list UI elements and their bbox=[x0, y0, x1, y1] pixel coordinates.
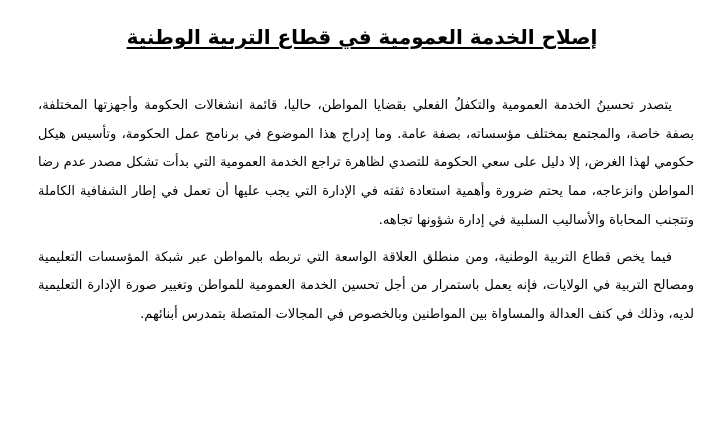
document-body bbox=[38, 92, 694, 330]
page-title: إصلاح الخدمة العمومية في قطاع التربية الوطنية bbox=[126, 25, 598, 49]
paragraph-1: يتصدر تحسينُ الخدمة العمومية والتكفلُ الفعلي بقضايا المواطن، حاليا، قائمة انشغالات الحكومة وأجهزتها المختلفة، بصفة خاصة، والمجتمع بمختلف مؤسساته، بصفة عامة. وما إدراج هذا الموضوع في برنامج عمل الحكومة، وتأسيس هيكل حكومي لهذا الغرض، إلا دليل على سعي الحكومة للتصدي لظاهرة تراجع الخدمة العمومية التي بدأت تشكل مصدر عدم رضا المواطن وانزعاجه، مما يحتم ضرورة وأهمية استعادة ثقته في الإدارة التي يجب عليها أن تعمل في إطار الشفافية الكاملة وتتجنب المحاباة والأساليب السلبية في إدارة شؤونها تجاهه. bbox=[38, 98, 694, 228]
paragraph-2: فيما يخص قطاع التربية الوطنية، ومن منطلق العلاقة الواسعة التي تربطه بالمواطن عبر شبكة المؤسسات التعليمية ومصالح التربية في الولايات، فإنه يعمل باستمرار من أجل تحسين الخدمة العمومية للمواطن وتغيير صورة الإدارة التعليمية لديه، وذلك في كنف العدالة والمساواة بين المواطنين وبالخصوص في المجالات المتصلة بتمدرس أبنائهم. bbox=[38, 249, 694, 322]
